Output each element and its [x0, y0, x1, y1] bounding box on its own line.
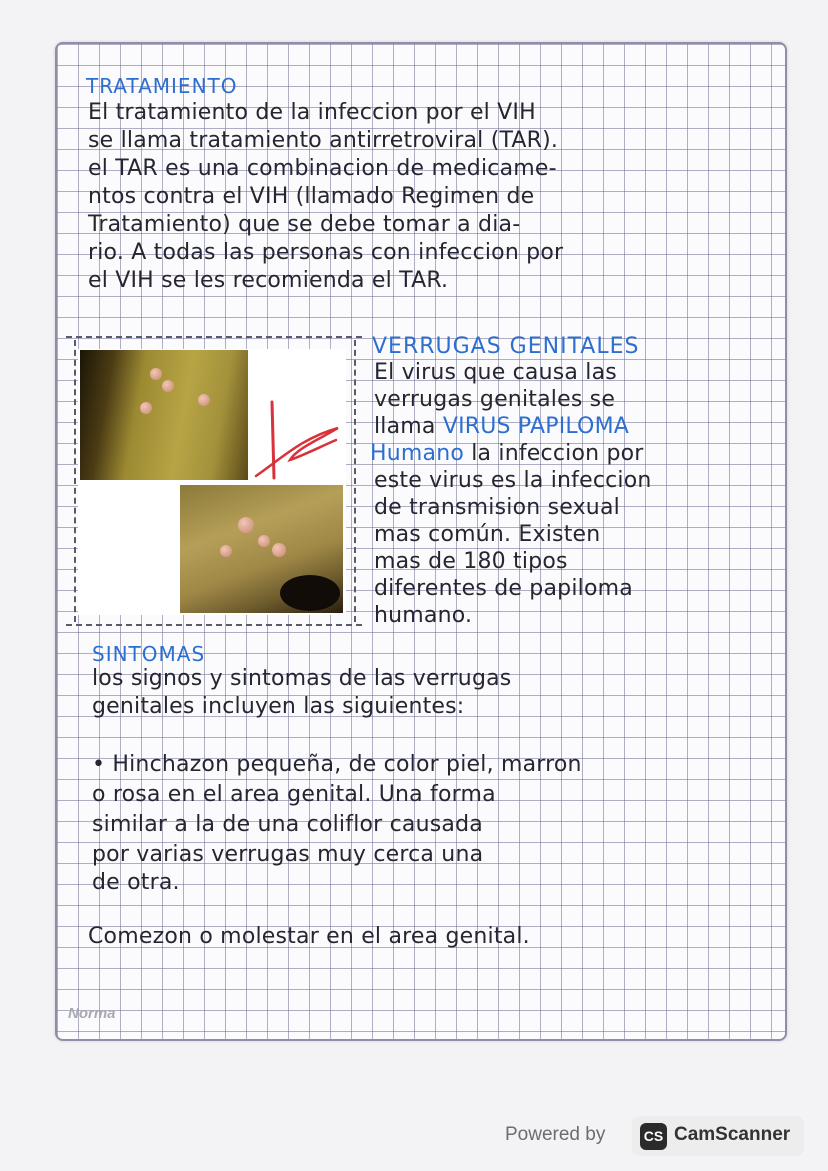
heading-verrugas-genitales: VERRUGAS GENITALES — [372, 334, 640, 359]
cutout-dash-top — [66, 336, 362, 338]
wart-bump — [140, 402, 152, 414]
tratamiento-line-5: Tratamiento) que se debe tomar a dia- — [88, 212, 521, 237]
tratamiento-line-4: ntos contra el VIH (llamado Regimen de — [88, 184, 535, 209]
sintomas-bullet-line-2: o rosa en el area genital. Una forma — [92, 782, 496, 807]
photo-shadow — [280, 575, 340, 611]
wart-bump — [258, 535, 270, 547]
virus-papiloma-label: VIRUS PAPILOMA — [442, 414, 629, 439]
humano-label: Humano — [370, 441, 465, 466]
verrugas-line-3-text: llama — [374, 414, 436, 439]
wart-bump — [272, 543, 286, 557]
verrugas-line-8: mas de 180 tipos — [374, 549, 568, 574]
verrugas-line-4 — [370, 441, 644, 467]
sintomas-intro-line-2: genitales incluyen las siguientes: — [92, 694, 465, 719]
tratamiento-line-2: se llama tratamiento antirretroviral (TAR). — [88, 128, 559, 153]
wart-bump — [198, 394, 210, 406]
cutout-dash-right — [354, 340, 356, 622]
verrugas-line-4-text: la infeccion por — [471, 441, 644, 466]
tratamiento-line-7: el VIH se les recomienda el TAR. — [88, 268, 449, 293]
camscanner-name: CamScanner — [674, 1124, 791, 1145]
verrugas-line-10: humano. — [374, 603, 473, 628]
verrugas-line-1: El virus que causa las — [374, 360, 617, 385]
wart-bump — [162, 380, 174, 392]
verrugas-line-9: diferentes de papiloma — [374, 576, 633, 601]
verrugas-line-3 — [374, 414, 629, 440]
sintomas-bullet-line-4: por varias verrugas muy cerca una — [92, 842, 484, 867]
tratamiento-line-3: el TAR es una combinacion de medicame- — [88, 156, 557, 181]
sintomas-bullet-line-1: • Hinchazon pequeña, de color piel, marron — [92, 752, 582, 777]
heading-sintomas: SINTOMAS — [92, 642, 206, 666]
sintomas-bullet-line-3: similar a la de una coliflor causada — [92, 812, 483, 837]
sintomas-intro-line-1: los signos y sintomas de las verrugas — [92, 666, 512, 691]
sintomas-last-line: Comezon o molestar en el area genital. — [88, 924, 530, 949]
powered-by-label: Powered by — [505, 1124, 606, 1145]
camscanner-logo-icon: CS — [640, 1123, 667, 1150]
verrugas-line-2: verrugas genitales se — [374, 387, 616, 412]
cutout-dash-left — [74, 340, 76, 622]
cutout-dash-bottom — [66, 624, 362, 626]
tratamiento-line-1: El tratamiento de la infeccion por el VIH — [88, 100, 536, 125]
tratamiento-line-6: rio. A todas las personas con infeccion por — [88, 240, 564, 265]
wart-bump — [220, 545, 232, 557]
sintomas-bullet-line-5: de otra. — [92, 870, 180, 895]
verrugas-line-7: mas común. Existen — [374, 522, 601, 547]
notebook-brand-logo: Norma — [68, 1005, 116, 1022]
wart-bump — [238, 517, 254, 533]
teacher-check-mark-icon — [252, 398, 342, 488]
wart-bump — [150, 368, 162, 380]
verrugas-line-5: este virus es la infeccion — [374, 468, 652, 493]
photo-genital-warts-1 — [80, 350, 248, 480]
heading-tratamiento: TRATAMIENTO — [86, 74, 238, 98]
verrugas-line-6: de transmision sexual — [374, 495, 620, 520]
